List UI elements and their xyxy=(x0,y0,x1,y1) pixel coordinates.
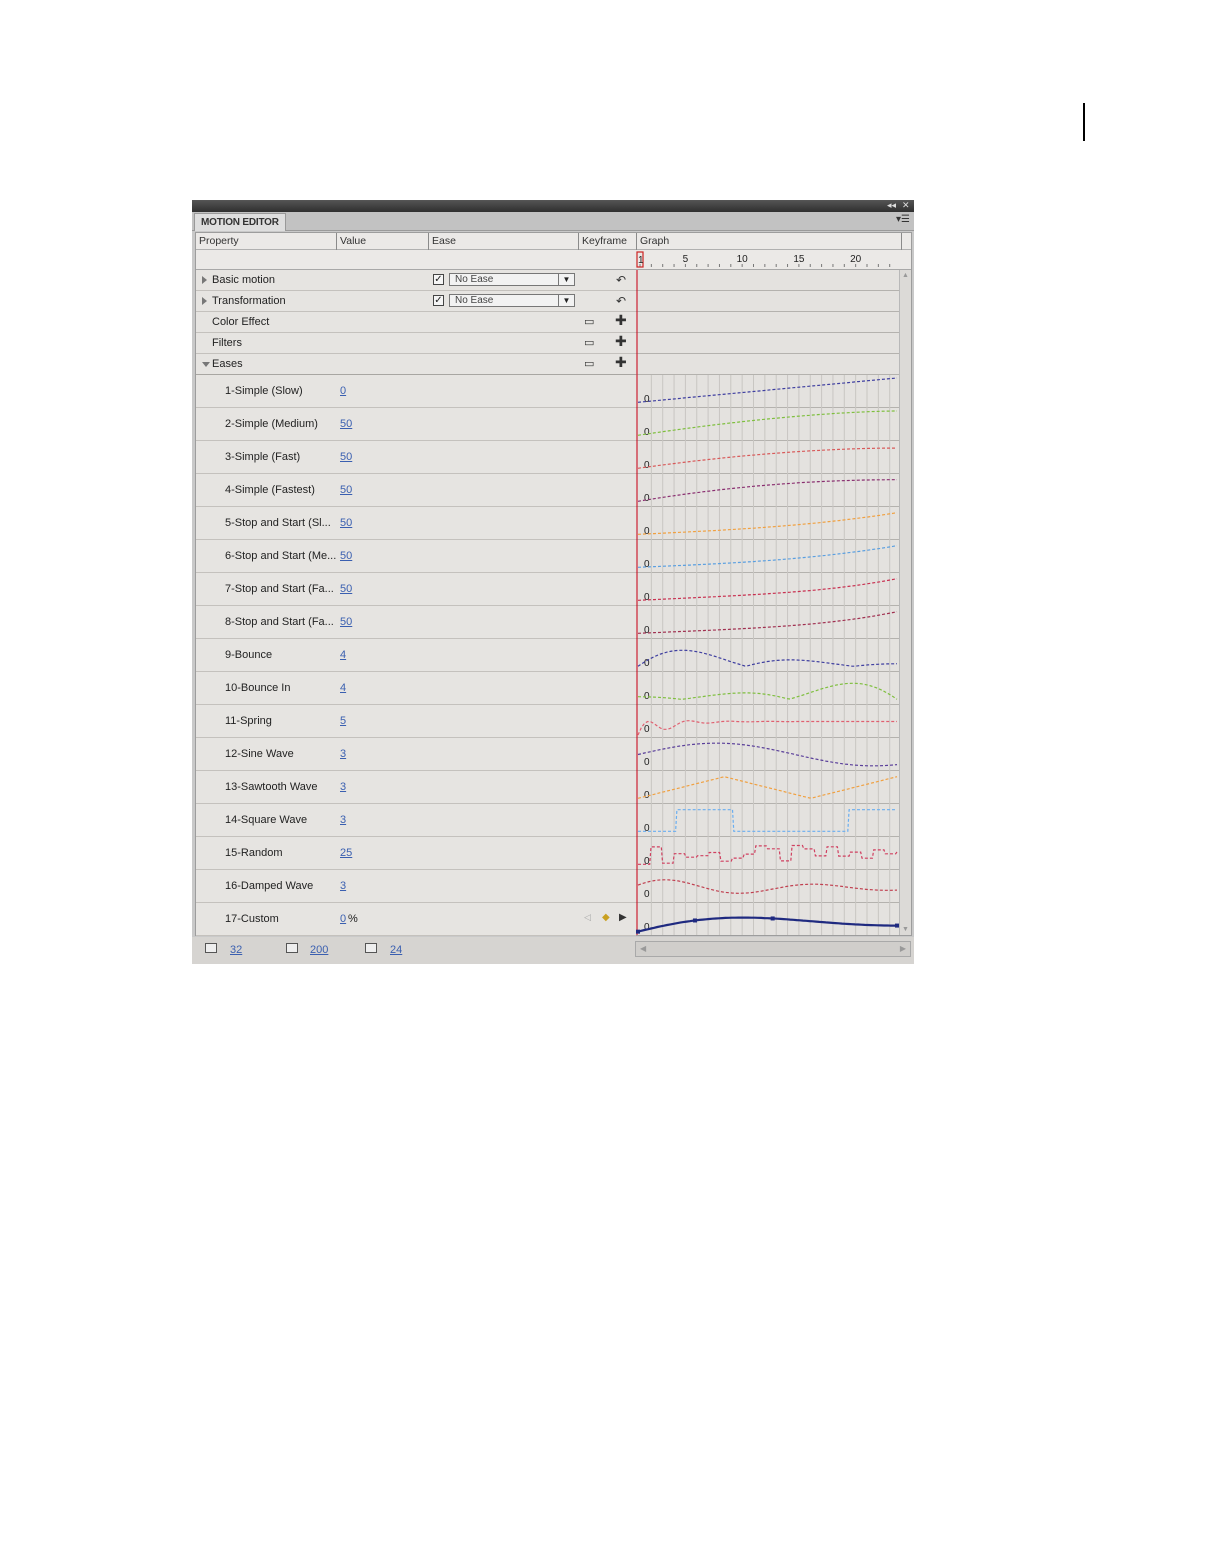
category-row[interactable] xyxy=(196,291,636,312)
vertical-scrollbar[interactable] xyxy=(899,270,911,935)
motion-editor-panel xyxy=(192,200,914,964)
ease-label: 10-Bounce In xyxy=(225,682,291,694)
graph-zero-label: 0 xyxy=(644,460,650,471)
ease-row[interactable] xyxy=(196,474,636,507)
ease-curve[interactable] xyxy=(638,513,897,535)
footer-bar xyxy=(192,937,914,964)
ease-label: 1-Simple (Slow) xyxy=(225,385,303,397)
ease-value[interactable]: 3 xyxy=(340,748,347,760)
ease-value[interactable]: 3 xyxy=(340,880,347,892)
ease-row[interactable] xyxy=(196,870,636,903)
ease-value[interactable]: 50 xyxy=(340,418,353,430)
ruler-start-label: 1 xyxy=(638,255,644,266)
ease-curve[interactable] xyxy=(638,650,897,666)
ease-value[interactable]: 50 xyxy=(340,451,353,463)
scroll-left-arrow-icon[interactable]: ◀ xyxy=(640,944,647,953)
ease-row[interactable] xyxy=(196,606,636,639)
add-item-icon[interactable]: ✚ xyxy=(615,334,627,350)
ease-value[interactable]: 25 xyxy=(340,847,353,859)
ease-label: 9-Bounce xyxy=(225,649,273,661)
add-item-icon[interactable]: ✚ xyxy=(615,313,627,329)
graph-zero-label: 0 xyxy=(644,922,650,933)
previous-keyframe-icon[interactable]: ◁ xyxy=(584,913,591,923)
column-ease[interactable]: Ease xyxy=(428,233,456,250)
ease-row[interactable] xyxy=(196,903,636,936)
custom-ease-point[interactable] xyxy=(636,930,640,934)
ease-row[interactable] xyxy=(196,672,636,705)
ease-row[interactable] xyxy=(196,540,636,573)
scroll-up-arrow-icon[interactable]: ▲ xyxy=(902,272,909,279)
ease-curve[interactable] xyxy=(638,612,897,634)
graph-size-icon xyxy=(205,943,217,953)
ease-row[interactable] xyxy=(196,705,636,738)
ease-label: 8-Stop and Start (Fa... xyxy=(225,616,334,628)
graph-zero-label: 0 xyxy=(644,394,650,405)
horizontal-scrollbar[interactable] xyxy=(635,941,911,957)
ease-row[interactable] xyxy=(196,837,636,870)
ease-value-unit: % xyxy=(348,913,358,925)
tab-strip xyxy=(192,212,914,231)
remove-item-icon[interactable]: ▭ xyxy=(584,357,595,370)
column-property[interactable]: Property xyxy=(199,235,239,247)
ease-row[interactable] xyxy=(196,804,636,837)
add-item-icon[interactable]: ✚ xyxy=(615,355,627,371)
ease-select[interactable] xyxy=(449,294,575,307)
ease-enabled-checkbox[interactable]: ✓ xyxy=(434,274,443,285)
dropdown-arrow-icon[interactable]: ▼ xyxy=(558,274,574,285)
ease-label: 2-Simple (Medium) xyxy=(225,418,318,430)
motion-editor-body xyxy=(195,232,912,936)
close-icon[interactable]: ✕ xyxy=(902,201,910,211)
ease-row[interactable] xyxy=(196,441,636,474)
ease-value[interactable]: 50 xyxy=(340,517,353,529)
ease-label: 16-Damped Wave xyxy=(225,880,314,892)
ease-value[interactable]: 0 xyxy=(340,913,347,925)
ease-curve[interactable] xyxy=(638,448,897,468)
page-margin-rule xyxy=(1083,103,1085,141)
ease-select-value: No Ease xyxy=(455,274,494,285)
ease-row[interactable] xyxy=(196,507,636,540)
ease-curve[interactable] xyxy=(638,480,897,502)
ease-value[interactable]: 4 xyxy=(340,682,347,694)
ease-curve[interactable] xyxy=(638,777,897,799)
ease-row[interactable] xyxy=(196,639,636,672)
expand-down-arrow-icon[interactable] xyxy=(202,362,210,367)
ease-label: 4-Simple (Fastest) xyxy=(225,484,315,496)
ease-value[interactable]: 50 xyxy=(340,550,353,562)
ease-curve[interactable] xyxy=(638,918,897,932)
ease-curve[interactable] xyxy=(638,880,897,894)
ease-curve[interactable] xyxy=(638,683,897,699)
category-label: Color Effect xyxy=(212,316,270,328)
graph-zero-label: 0 xyxy=(644,559,650,570)
ease-value[interactable]: 50 xyxy=(340,484,353,496)
ease-curve[interactable] xyxy=(638,411,897,435)
ease-label: 7-Stop and Start (Fa... xyxy=(225,583,334,595)
graph-zero-label: 0 xyxy=(644,427,650,438)
graph-zero-label: 0 xyxy=(644,493,650,504)
graph-zero-label: 0 xyxy=(644,856,650,867)
dropdown-arrow-icon[interactable]: ▼ xyxy=(558,295,574,306)
graph-size-value[interactable]: 32 xyxy=(230,944,243,956)
graph-zero-label: 0 xyxy=(644,823,650,834)
ease-curve[interactable] xyxy=(638,743,897,766)
add-keyframe-icon[interactable]: ◆ xyxy=(602,912,610,923)
ease-label: 11-Spring xyxy=(225,715,272,727)
ease-value[interactable]: 0 xyxy=(340,385,347,397)
ease-label: 15-Random xyxy=(225,847,283,859)
expanded-graph-size-icon xyxy=(286,943,298,953)
column-graph[interactable]: Graph xyxy=(636,233,902,250)
graph-zero-label: 0 xyxy=(644,592,650,603)
ruler-tick-label: 20 xyxy=(850,254,862,265)
tab-motion-editor[interactable]: MOTION EDITOR xyxy=(194,213,286,231)
remove-item-icon[interactable]: ▭ xyxy=(584,315,595,328)
ease-value[interactable]: 3 xyxy=(340,814,347,826)
ease-curve[interactable] xyxy=(638,546,897,568)
category-row[interactable] xyxy=(196,333,636,354)
category-row[interactable] xyxy=(196,270,636,291)
expanded-graph-size-value[interactable]: 200 xyxy=(310,944,329,956)
category-row[interactable] xyxy=(196,312,636,333)
ease-curve[interactable] xyxy=(638,810,897,832)
panel-menu-icon[interactable]: ▾☰ xyxy=(896,214,910,225)
ruler-tick-label: 5 xyxy=(682,254,689,265)
ease-row[interactable] xyxy=(196,771,636,804)
ease-row[interactable] xyxy=(196,408,636,441)
ease-label: 5-Stop and Start (Sl... xyxy=(225,517,331,529)
remove-item-icon[interactable]: ▭ xyxy=(584,336,595,349)
graph-zero-label: 0 xyxy=(644,526,650,537)
category-label: Basic motion xyxy=(212,274,275,286)
category-row[interactable] xyxy=(196,354,636,375)
ease-enabled-checkbox[interactable]: ✓ xyxy=(434,295,443,306)
category-label: Filters xyxy=(212,337,242,349)
viewable-frames-icon xyxy=(365,943,377,953)
panel-title-bar xyxy=(192,200,914,212)
ease-value[interactable]: 3 xyxy=(340,781,347,793)
ease-label: 13-Sawtooth Wave xyxy=(225,781,318,793)
viewable-frames-value[interactable]: 24 xyxy=(390,944,403,956)
ease-curve[interactable] xyxy=(638,378,897,402)
reset-values-icon[interactable]: ↶ xyxy=(616,294,627,308)
scroll-down-arrow-icon[interactable]: ▼ xyxy=(902,926,909,933)
next-keyframe-icon[interactable]: ▶ xyxy=(619,912,627,923)
frame-ruler[interactable] xyxy=(636,250,899,270)
ease-row[interactable] xyxy=(196,375,636,408)
collapse-panel-icon[interactable]: ◂◂ xyxy=(887,201,897,211)
column-value[interactable]: Value xyxy=(336,233,366,250)
custom-ease-point[interactable] xyxy=(693,918,697,922)
column-keyframe[interactable]: Keyframe xyxy=(578,233,627,250)
graph-zero-label: 0 xyxy=(644,757,650,768)
ease-label: 12-Sine Wave xyxy=(225,748,294,760)
category-label: Eases xyxy=(212,358,243,370)
ease-select[interactable] xyxy=(449,273,575,286)
frame-ruler-row xyxy=(196,250,911,270)
ease-value[interactable]: 5 xyxy=(340,715,347,727)
ease-value[interactable]: 4 xyxy=(340,649,347,661)
graph-zero-label: 0 xyxy=(644,625,650,636)
ruler-tick-label: 10 xyxy=(736,254,748,265)
ease-label: 17-Custom xyxy=(225,913,279,925)
ease-curve[interactable] xyxy=(638,579,897,601)
graph-zero-label: 0 xyxy=(644,790,650,801)
ease-value[interactable]: 50 xyxy=(340,616,353,628)
graph-zero-label: 0 xyxy=(644,691,650,702)
column-header xyxy=(196,233,911,250)
ease-row[interactable] xyxy=(196,573,636,606)
ease-label: 14-Square Wave xyxy=(225,814,308,826)
graph-area[interactable] xyxy=(636,270,899,935)
ease-row[interactable] xyxy=(196,738,636,771)
ease-curve[interactable] xyxy=(638,721,897,735)
expand-right-arrow-icon[interactable] xyxy=(202,297,207,305)
graph-zero-label: 0 xyxy=(644,658,650,669)
ease-select-value: No Ease xyxy=(455,295,494,306)
graph-zero-label: 0 xyxy=(644,889,650,900)
ease-label: 3-Simple (Fast) xyxy=(225,451,301,463)
ease-curve[interactable] xyxy=(638,846,897,865)
ease-value[interactable]: 50 xyxy=(340,583,353,595)
ease-label: 6-Stop and Start (Me... xyxy=(225,550,337,562)
scroll-right-arrow-icon[interactable]: ▶ xyxy=(899,944,906,953)
ruler-tick-label: 15 xyxy=(793,254,805,265)
category-label: Transformation xyxy=(212,295,286,307)
graph-zero-label: 0 xyxy=(644,724,650,735)
expand-right-arrow-icon[interactable] xyxy=(202,276,207,284)
custom-ease-point[interactable] xyxy=(771,916,775,920)
reset-values-icon[interactable]: ↶ xyxy=(616,273,627,287)
